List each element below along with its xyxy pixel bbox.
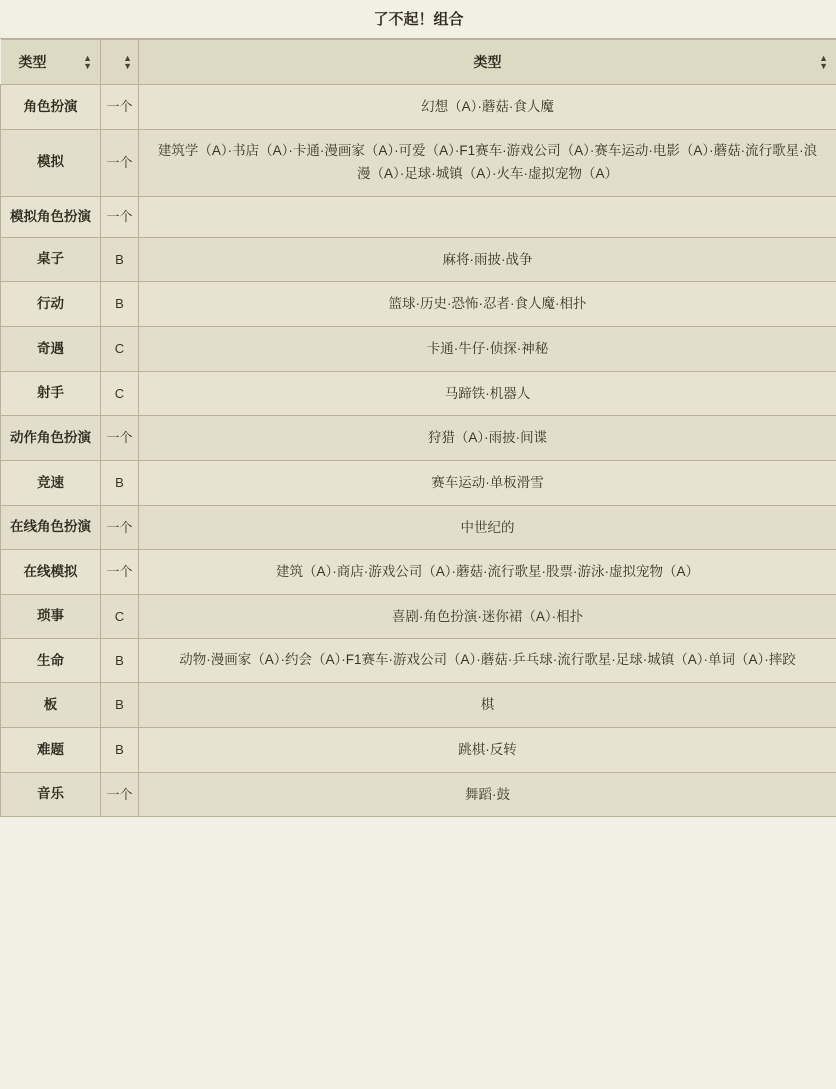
cell-rank: B — [101, 282, 139, 327]
table-row — [1, 727, 836, 772]
cell-combos: 中世纪的 — [139, 505, 836, 550]
cell-combos: 狩猎（A）·雨披·间谍 — [139, 416, 836, 461]
cell-rank: B — [101, 639, 139, 683]
cell-category: 生命 — [1, 639, 101, 683]
cell-rank: 一个 — [101, 505, 139, 550]
table-row — [1, 772, 836, 817]
cell-rank: B — [101, 237, 139, 282]
column-header-rank[interactable] — [101, 40, 139, 85]
table-row — [1, 683, 836, 728]
table-row — [1, 282, 836, 327]
cell-combos: 舞蹈·鼓 — [139, 772, 836, 817]
cell-combos: 卡通·牛仔·侦探·神秘 — [139, 327, 836, 372]
cell-category: 音乐 — [1, 772, 101, 817]
column-header-category[interactable] — [1, 40, 101, 85]
cell-rank: C — [101, 327, 139, 372]
cell-category: 桌子 — [1, 237, 101, 282]
cell-rank: 一个 — [101, 196, 139, 237]
column-header-category-label: 类型 — [18, 54, 47, 70]
cell-combos: 幻想（A）·蘑菇·食人魔 — [139, 85, 836, 130]
table-row — [1, 594, 836, 639]
cell-combos: 建筑学（A）·书店（A）·卡通·漫画家（A）·可爱（A）·F1赛车·游戏公司（A）·赛车运动·电影（A）·蘑菇·流行歌星·浪漫（A）·足球·城镇（A）·火车·虚拟宠物（A） — [139, 129, 836, 196]
cell-category: 难题 — [1, 727, 101, 772]
table-row — [1, 550, 836, 595]
table-body — [1, 85, 836, 817]
table-header — [1, 40, 836, 85]
column-header-combos[interactable] — [139, 40, 836, 85]
table-row — [1, 196, 836, 237]
cell-category: 角色扮演 — [1, 85, 101, 130]
cell-combos: 篮球·历史·恐怖·忍者·食人魔·相扑 — [139, 282, 836, 327]
table-row — [1, 460, 836, 505]
table-row — [1, 371, 836, 416]
cell-rank: 一个 — [101, 416, 139, 461]
cell-rank: C — [101, 371, 139, 416]
cell-rank: C — [101, 594, 139, 639]
cell-combos: 马蹄铁·机器人 — [139, 371, 836, 416]
page-title: 了不起！组合 — [0, 0, 836, 39]
cell-category: 射手 — [1, 371, 101, 416]
cell-rank: B — [101, 460, 139, 505]
cell-combos: 麻将·雨披·战争 — [139, 237, 836, 282]
cell-combos: 棋 — [139, 683, 836, 728]
cell-combos — [139, 196, 836, 237]
column-header-combos-label: 类型 — [473, 54, 502, 70]
cell-rank: B — [101, 727, 139, 772]
cell-category: 板 — [1, 683, 101, 728]
cell-category: 动作角色扮演 — [1, 416, 101, 461]
cell-category: 竞速 — [1, 460, 101, 505]
cell-category: 模拟 — [1, 129, 101, 196]
cell-combos: 跳棋·反转 — [139, 727, 836, 772]
cell-combos: 赛车运动·单板滑雪 — [139, 460, 836, 505]
cell-category: 奇遇 — [1, 327, 101, 372]
cell-combos: 动物·漫画家（A）·约会（A）·F1赛车·游戏公司（A）·蘑菇·乒乓球·流行歌星·足球·城镇（A）·单词（A）·摔跤 — [139, 639, 836, 683]
table-row — [1, 85, 836, 130]
sort-updown-icon[interactable]: ▲ ▼ — [819, 53, 828, 71]
cell-rank: 一个 — [101, 772, 139, 817]
cell-rank: 一个 — [101, 550, 139, 595]
table-row — [1, 327, 836, 372]
sort-updown-icon[interactable]: ▲ ▼ — [123, 53, 132, 71]
cell-rank: 一个 — [101, 85, 139, 130]
table-row — [1, 639, 836, 683]
sort-updown-icon[interactable]: ▲ ▼ — [83, 53, 92, 71]
cell-category: 在线角色扮演 — [1, 505, 101, 550]
cell-category: 在线模拟 — [1, 550, 101, 595]
table-row — [1, 237, 836, 282]
table-row — [1, 129, 836, 196]
header-row — [1, 40, 836, 85]
cell-combos: 喜剧·角色扮演·迷你裙（A）·相扑 — [139, 594, 836, 639]
cell-combos: 建筑（A）·商店·游戏公司（A）·蘑菇·流行歌星·股票·游泳·虚拟宠物（A） — [139, 550, 836, 595]
table-row — [1, 416, 836, 461]
table-row — [1, 505, 836, 550]
cell-rank: 一个 — [101, 129, 139, 196]
cell-category: 模拟角色扮演 — [1, 196, 101, 237]
cell-category: 行动 — [1, 282, 101, 327]
cell-rank: B — [101, 683, 139, 728]
cell-category: 琐事 — [1, 594, 101, 639]
